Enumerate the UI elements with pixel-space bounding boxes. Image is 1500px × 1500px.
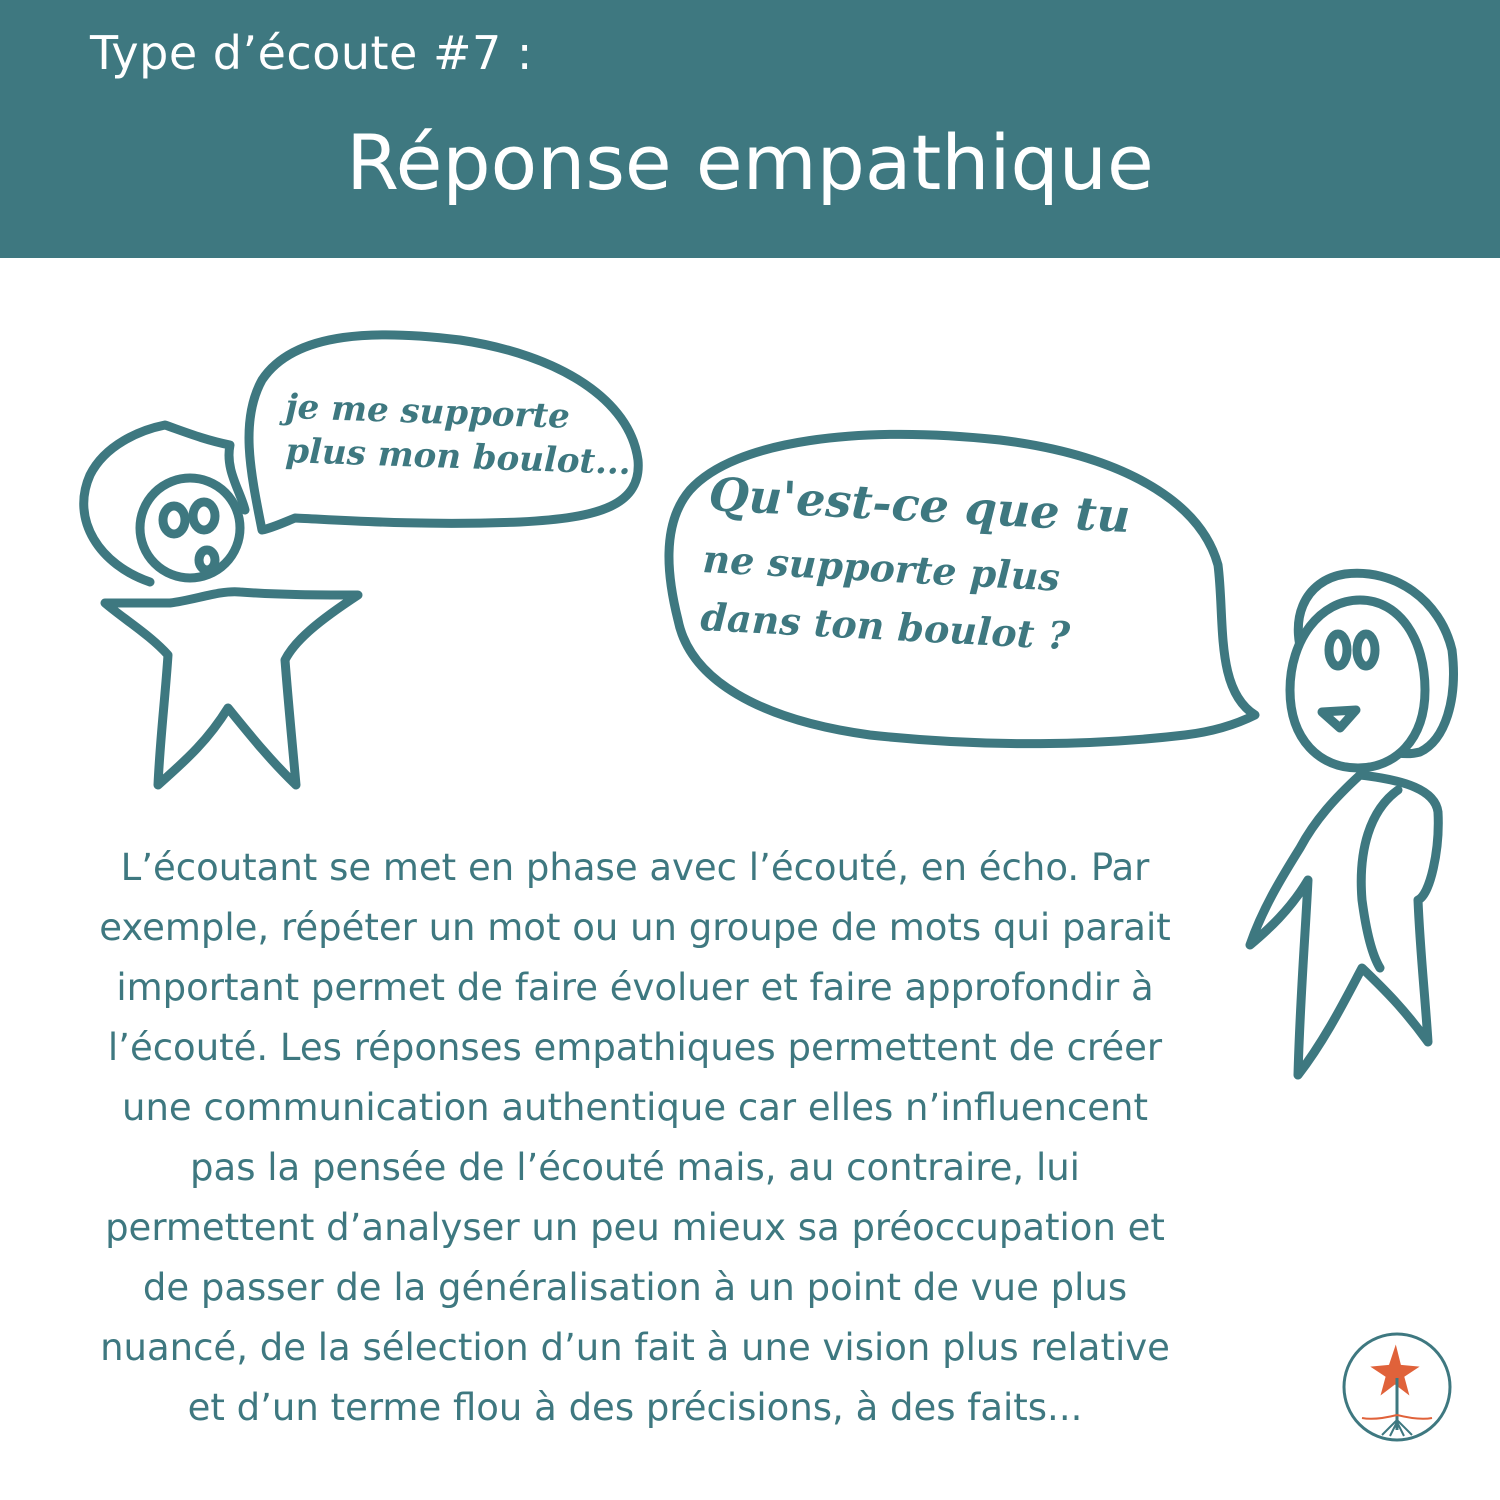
left-bubble-line2: plus mon boulot... (284, 431, 632, 484)
header-subtitle: Type d’écoute #7 : (90, 26, 533, 80)
star-tree-logo-icon (1340, 1330, 1455, 1445)
left-bubble-line1: je me supporte (284, 387, 571, 437)
right-bubble-line1: Qu'est-ce que tu (707, 467, 1132, 544)
page-title: Réponse empathique (346, 118, 1154, 207)
header-banner (0, 0, 1500, 258)
description-paragraph: L’écoutant se met en phase avec l’écouté, en écho. Par exemple, répéter un mot ou un groupe de mots qui parait important permet de faire évoluer et faire approfondir à l’écouté. Les réponses empathiques permettent de créer une communication authentique car elles n’influencent pas la pensée de l’écouté mais, au contraire, lui permettent d’analyser un peu mieux sa préoccupation et de passer de la généralisation à un point de vue plus nuancé, de la sélection d’un fait à une vision plus relative et d’un terme flou à des précisions, à des faits... (99, 846, 1171, 1429)
right-bubble-line2: ne supporte plus (701, 536, 1061, 600)
right-bubble-line3: dans ton boulot ? (699, 594, 1071, 659)
left-person-icon (84, 425, 358, 785)
right-person-icon (1250, 573, 1453, 1075)
